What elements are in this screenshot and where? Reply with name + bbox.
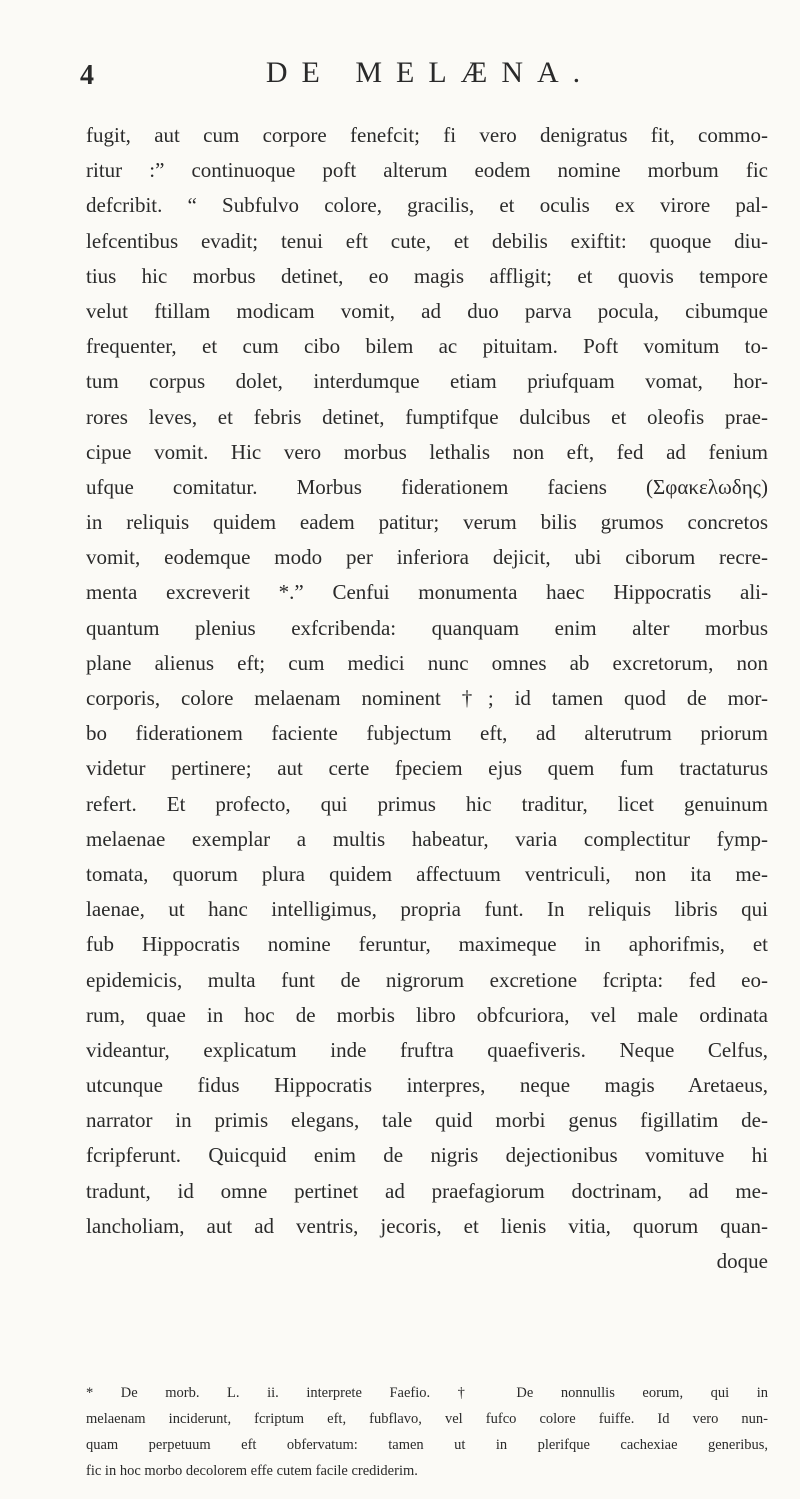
text-line: rum, quae in hoc de morbis libro obfcuriora, vel male ordinata — [86, 1002, 768, 1027]
text-line: ritur :” continuoque poft alterum eodem nomine morbum fic — [86, 158, 768, 183]
text-line: fcripferunt. Quicquid enim de nigris dejectionibus vomituve hi — [86, 1143, 768, 1168]
text-line: menta excreverit *.” Cenfui monumenta haec Hippocratis ali- — [86, 580, 768, 605]
text-line: vomit, eodemque modo per inferiora dejicit, ubi ciborum recre- — [86, 545, 768, 570]
text-line: lancholiam, aut ad ventris, jecoris, et lienis vitia, quorum quan- — [86, 1213, 768, 1238]
text-line: cipue vomit. Hic vero morbus lethalis non eft, fed ad fenium — [86, 439, 768, 464]
text-line: corporis, colore melaenam nominent †; id tamen quod de mor- — [86, 686, 768, 710]
footnote-line: fic in hoc morbo decolorem effe cutem facile crediderim. — [86, 1463, 418, 1479]
text-line: rores leves, et febris detinet, fumptifque dulcibus et oleofis prae- — [86, 404, 768, 429]
text-line: videtur pertinere; aut certe fpeciem ejus quem fum tractaturus — [86, 756, 768, 781]
running-title: DE MELÆNA. — [265, 56, 595, 89]
text-line: plane alienus eft; cum medici nunc omnes ab excretorum, non — [86, 650, 768, 675]
page-number: 4 — [80, 60, 94, 91]
body-text — [86, 118, 768, 1279]
text-line: in reliquis quidem eadem patitur; verum bilis grumos concretos — [86, 510, 768, 535]
text-line: videantur, explicatum inde fruftra quaefiveris. Neque Celfus, — [86, 1037, 768, 1062]
footnote-line: quam perpetuum eft obfervatum: tamen ut in plerifque cachexiae generibus, — [86, 1437, 768, 1453]
text-line: tum corpus dolet, interdumque etiam priufquam vomat, hor- — [86, 369, 768, 394]
text-line: laenae, ut hanc intelligimus, propria funt. In reliquis libris qui — [86, 897, 768, 922]
text-line: refert. Et profecto, qui primus hic traditur, licet genuinum — [86, 791, 768, 816]
text-line: frequenter, et cum cibo bilem ac pituitam. Poft vomitum to- — [86, 334, 768, 359]
text-line: lefcentibus evadit; tenui eft cute, et debilis exiftit: quoque diu- — [86, 228, 768, 253]
page-header — [80, 56, 760, 102]
text-line: defcribit. “ Subfulvo colore, gracilis, et oculis ex virore pal- — [86, 193, 768, 218]
text-line: bo fiderationem faciente fubjectum eft, ad alterutrum priorum — [86, 721, 768, 746]
footnotes — [86, 1380, 768, 1484]
footnote-line: melaenam inciderunt, fcriptum eft, fubflavo, vel fufco colore fuiffe. Id vero nun- — [86, 1411, 768, 1427]
text-line: melaenae exemplar a multis habeatur, varia complectitur fymp- — [86, 826, 768, 851]
text-line: doque — [716, 1249, 768, 1273]
text-line: utcunque fidus Hippocratis interpres, neque magis Aretaeus, — [86, 1073, 768, 1098]
text-line: quantum plenius exfcribenda: quanquam enim alter morbus — [86, 615, 768, 640]
text-line: epidemicis, multa funt de nigrorum excretione fcripta: fed eo- — [86, 967, 768, 992]
text-line: fugit, aut cum corpore fenefcit; fi vero denigratus fit, commo- — [86, 123, 768, 147]
text-line: tius hic morbus detinet, eo magis affligit; et quovis tempore — [86, 263, 768, 288]
text-line: ufque comitatur. Morbus fiderationem faciens (Σφακελωδης) — [86, 474, 768, 499]
footnote-line: * De morb. L. ii. interprete Faefio. † De nonnullis eorum, qui in — [86, 1385, 768, 1401]
text-line: tradunt, id omne pertinet ad praefagiorum doctrinam, ad me- — [86, 1178, 768, 1203]
text-line: tomata, quorum plura quidem affectuum ventriculi, non ita me- — [86, 861, 768, 886]
text-line: narrator in primis elegans, tale quid morbi genus figillatim de- — [86, 1108, 768, 1133]
text-line: fub Hippocratis nomine feruntur, maximeque in aphorifmis, et — [86, 932, 768, 957]
text-line: velut ftillam modicam vomit, ad duo parva pocula, cibumque — [86, 298, 768, 323]
